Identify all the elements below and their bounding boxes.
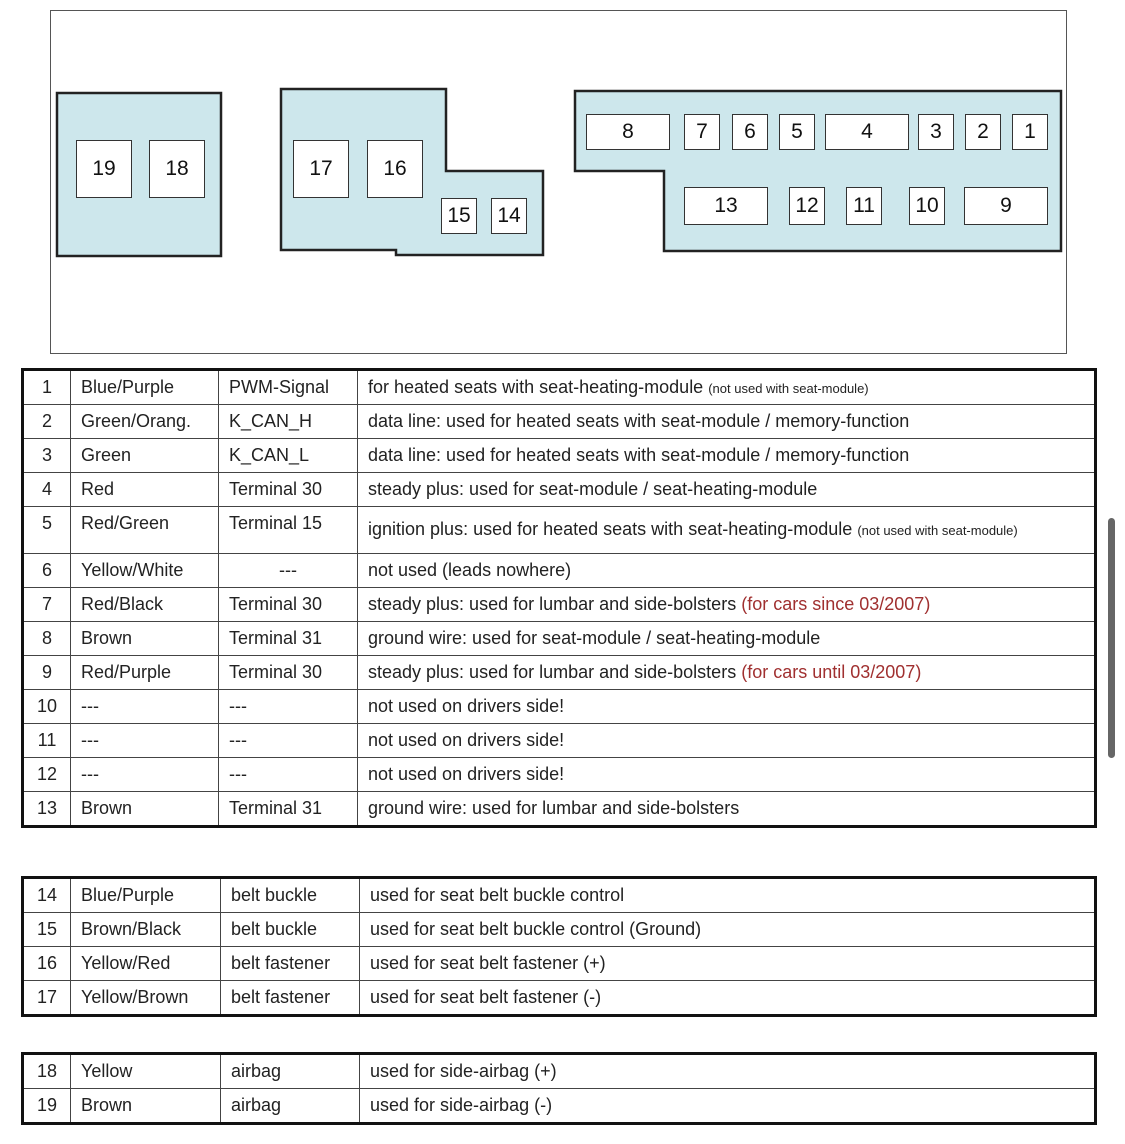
pin-number: 14	[23, 878, 71, 913]
pin-17: 17	[293, 140, 349, 198]
table-row	[23, 622, 1096, 656]
signal: PWM-Signal	[219, 370, 358, 405]
table-row	[23, 554, 1096, 588]
pin-5: 5	[779, 114, 815, 150]
connector-diagram	[50, 10, 1067, 354]
function: used for side-airbag (-)	[360, 1089, 1096, 1124]
signal: Terminal 30	[219, 588, 358, 622]
note-red: (for cars since 03/2007)	[741, 594, 931, 614]
function: used for seat belt fastener (-)	[360, 981, 1096, 1016]
signal: K_CAN_H	[219, 405, 358, 439]
function: used for seat belt fastener (+)	[360, 947, 1096, 981]
table-row	[23, 439, 1096, 473]
signal: ---	[219, 554, 358, 588]
wire-color: Yellow/Red	[71, 947, 221, 981]
function: steady plus: used for lumbar and side-bolsters (for cars until 03/2007)	[358, 656, 1096, 690]
pinout-table-main	[21, 368, 1097, 828]
function: used for seat belt buckle control (Ground)	[360, 913, 1096, 947]
pin-13: 13	[684, 187, 768, 225]
table-row	[23, 473, 1096, 507]
signal: Terminal 31	[219, 622, 358, 656]
signal: airbag	[221, 1054, 360, 1089]
pin-15: 15	[441, 198, 477, 234]
pin-8: 8	[586, 114, 670, 150]
wire-color: Brown	[71, 1089, 221, 1124]
signal: Terminal 30	[219, 473, 358, 507]
signal: Terminal 30	[219, 656, 358, 690]
vertical-scrollbar[interactable]	[1108, 518, 1115, 758]
table-row	[23, 656, 1096, 690]
wire-color: Brown/Black	[71, 913, 221, 947]
signal: Terminal 31	[219, 792, 358, 827]
wire-color: Red/Green	[71, 507, 219, 554]
wire-color: ---	[71, 724, 219, 758]
wire-color: ---	[71, 758, 219, 792]
pin-3: 3	[918, 114, 954, 150]
wire-color: Green	[71, 439, 219, 473]
pin-9: 9	[964, 187, 1048, 225]
wire-color: ---	[71, 690, 219, 724]
pin-number: 17	[23, 981, 71, 1016]
signal: ---	[219, 758, 358, 792]
wire-color: Yellow	[71, 1054, 221, 1089]
pin-7: 7	[684, 114, 720, 150]
signal: belt buckle	[221, 913, 360, 947]
function: steady plus: used for seat-module / seat-heating-module	[358, 473, 1096, 507]
function: not used on drivers side!	[358, 690, 1096, 724]
table-row	[23, 947, 1096, 981]
function: not used (leads nowhere)	[358, 554, 1096, 588]
wire-color: Red/Black	[71, 588, 219, 622]
table-row	[23, 690, 1096, 724]
pin-10: 10	[909, 187, 945, 225]
table-row	[23, 792, 1096, 827]
function: ignition plus: used for heated seats with seat-heating-module (not used with seat-module)	[358, 507, 1096, 554]
table-row	[23, 507, 1096, 554]
pin-number: 9	[23, 656, 71, 690]
pin-number: 8	[23, 622, 71, 656]
function: for heated seats with seat-heating-module (not used with seat-module)	[358, 370, 1096, 405]
wire-color: Brown	[71, 792, 219, 827]
function: data line: used for heated seats with seat-module / memory-function	[358, 405, 1096, 439]
wire-color: Yellow/White	[71, 554, 219, 588]
wire-color: Brown	[71, 622, 219, 656]
pin-4: 4	[825, 114, 909, 150]
pin-number: 16	[23, 947, 71, 981]
pin-number: 10	[23, 690, 71, 724]
pinout-table-airbag	[21, 1052, 1097, 1125]
table-row	[23, 724, 1096, 758]
pin-18: 18	[149, 140, 205, 198]
wire-color: Green/Orang.	[71, 405, 219, 439]
signal: belt fastener	[221, 981, 360, 1016]
signal: belt fastener	[221, 947, 360, 981]
table-row	[23, 1089, 1096, 1124]
pin-number: 4	[23, 473, 71, 507]
pin-number: 7	[23, 588, 71, 622]
function: steady plus: used for lumbar and side-bolsters (for cars since 03/2007)	[358, 588, 1096, 622]
wire-color: Blue/Purple	[71, 878, 221, 913]
pin-number: 5	[23, 507, 71, 554]
signal: K_CAN_L	[219, 439, 358, 473]
pin-number: 13	[23, 792, 71, 827]
pinout-table-belt	[21, 876, 1097, 1017]
function: ground wire: used for lumbar and side-bolsters	[358, 792, 1096, 827]
function: ground wire: used for seat-module / seat-heating-module	[358, 622, 1096, 656]
table-row	[23, 405, 1096, 439]
wire-color: Red/Purple	[71, 656, 219, 690]
table-row	[23, 758, 1096, 792]
pin-number: 18	[23, 1054, 71, 1089]
pin-11: 11	[846, 187, 882, 225]
signal: airbag	[221, 1089, 360, 1124]
pin-16: 16	[367, 140, 423, 198]
table-row	[23, 878, 1096, 913]
signal: Terminal 15	[219, 507, 358, 554]
pin-number: 12	[23, 758, 71, 792]
pin-number: 1	[23, 370, 71, 405]
pin-19: 19	[76, 140, 132, 198]
signal: ---	[219, 690, 358, 724]
table-row	[23, 370, 1096, 405]
pin-12: 12	[789, 187, 825, 225]
wire-color: Red	[71, 473, 219, 507]
pin-number: 11	[23, 724, 71, 758]
pin-number: 2	[23, 405, 71, 439]
table-row	[23, 588, 1096, 622]
pin-number: 15	[23, 913, 71, 947]
table-row	[23, 913, 1096, 947]
function: used for side-airbag (+)	[360, 1054, 1096, 1089]
pin-number: 19	[23, 1089, 71, 1124]
function: not used on drivers side!	[358, 758, 1096, 792]
table-row	[23, 981, 1096, 1016]
pin-14: 14	[491, 198, 527, 234]
note-small: (not used with seat-module)	[857, 523, 1018, 538]
function: data line: used for heated seats with seat-module / memory-function	[358, 439, 1096, 473]
function: used for seat belt buckle control	[360, 878, 1096, 913]
note-red: (for cars until 03/2007)	[741, 662, 922, 682]
function: not used on drivers side!	[358, 724, 1096, 758]
signal: belt buckle	[221, 878, 360, 913]
signal: ---	[219, 724, 358, 758]
note-small: (not used with seat-module)	[708, 381, 869, 396]
pin-number: 3	[23, 439, 71, 473]
wire-color: Blue/Purple	[71, 370, 219, 405]
pin-6: 6	[732, 114, 768, 150]
table-row	[23, 1054, 1096, 1089]
pin-1: 1	[1012, 114, 1048, 150]
pin-number: 6	[23, 554, 71, 588]
wire-color: Yellow/Brown	[71, 981, 221, 1016]
pin-2: 2	[965, 114, 1001, 150]
